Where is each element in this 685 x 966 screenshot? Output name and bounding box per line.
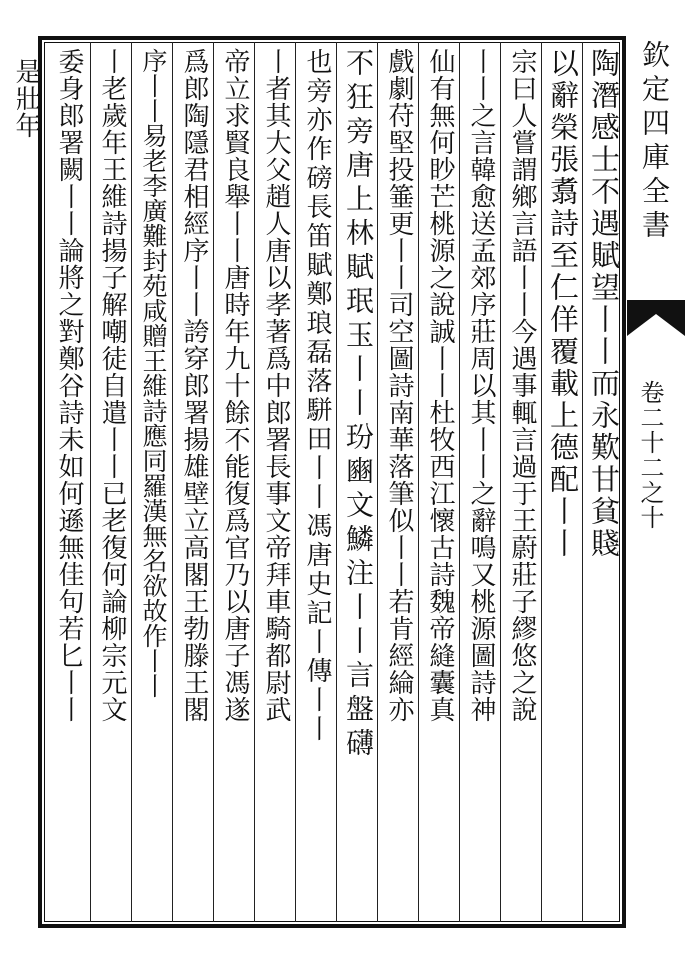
text-column-12: 序丨丨易老李廣難封苑咸贈王維詩應同羅漢無名欲故作丨丨 — [139, 48, 168, 698]
text-column-15: 是壯年 — [11, 58, 41, 139]
text-column-11: 爲郎陶隱君相經序丨丨誇穿郎署揚雄壁立高閣王勃滕王閣 — [179, 48, 209, 723]
text-column-13: 丨老歲年王維詩揚子解嘲徒自遣丨丨已老復何論柳宗元文 — [97, 48, 127, 723]
text-column-14: 委身郎署闕丨丨論將之對鄭谷詩未如何遜無佳句若匕丨丨 — [54, 48, 84, 723]
text-column-5: 仙有無何眇芒桃源之說誠丨丨杜牧西江懷古詩魏帝縫囊真 — [425, 48, 455, 723]
text-column-3: 宗曰人嘗謂鄉言語丨丨今遇事輒言過于王蔚莊子繆悠之說 — [507, 48, 537, 723]
fishtail-mark-icon — [627, 300, 685, 336]
margin-volume: 卷二十二之十 — [636, 380, 664, 530]
text-column-2: 以辭榮張翥詩至仁佯覆載上德配丨丨 — [546, 48, 580, 560]
text-column-7: 不狂旁唐上林賦珉玉丨丨玢豳文鱗注丨丨言盤礴 — [342, 48, 375, 762]
text-column-4: 丨丨之言韓愈送孟郊序莊周以其丨丨之辭鳴又桃源圖詩神 — [466, 48, 496, 723]
text-column-10: 帝立求賢良舉丨丨唐時年九十餘不能復爲官乃以唐子馮遂 — [220, 48, 250, 723]
margin-title: 欽定四庫全書 — [638, 40, 671, 244]
column-rule — [90, 42, 91, 922]
text-column-6: 戲劇苻堅投箠更丨丨司空圖詩南華落筆似丨丨若肯經綸亦 — [384, 48, 414, 723]
text-column-1: 陶潛感士不遇賦望丨丨而永歎甘貧賤 — [587, 48, 621, 560]
text-column-9: 丨者其大父趙人唐以孝著爲中郎署長事文帝拜車騎都尉武 — [261, 48, 291, 723]
text-column-8: 也旁亦作磅長笛賦鄭琅磊落駢田丨丨馮唐史記丨傳丨丨 — [302, 48, 332, 744]
